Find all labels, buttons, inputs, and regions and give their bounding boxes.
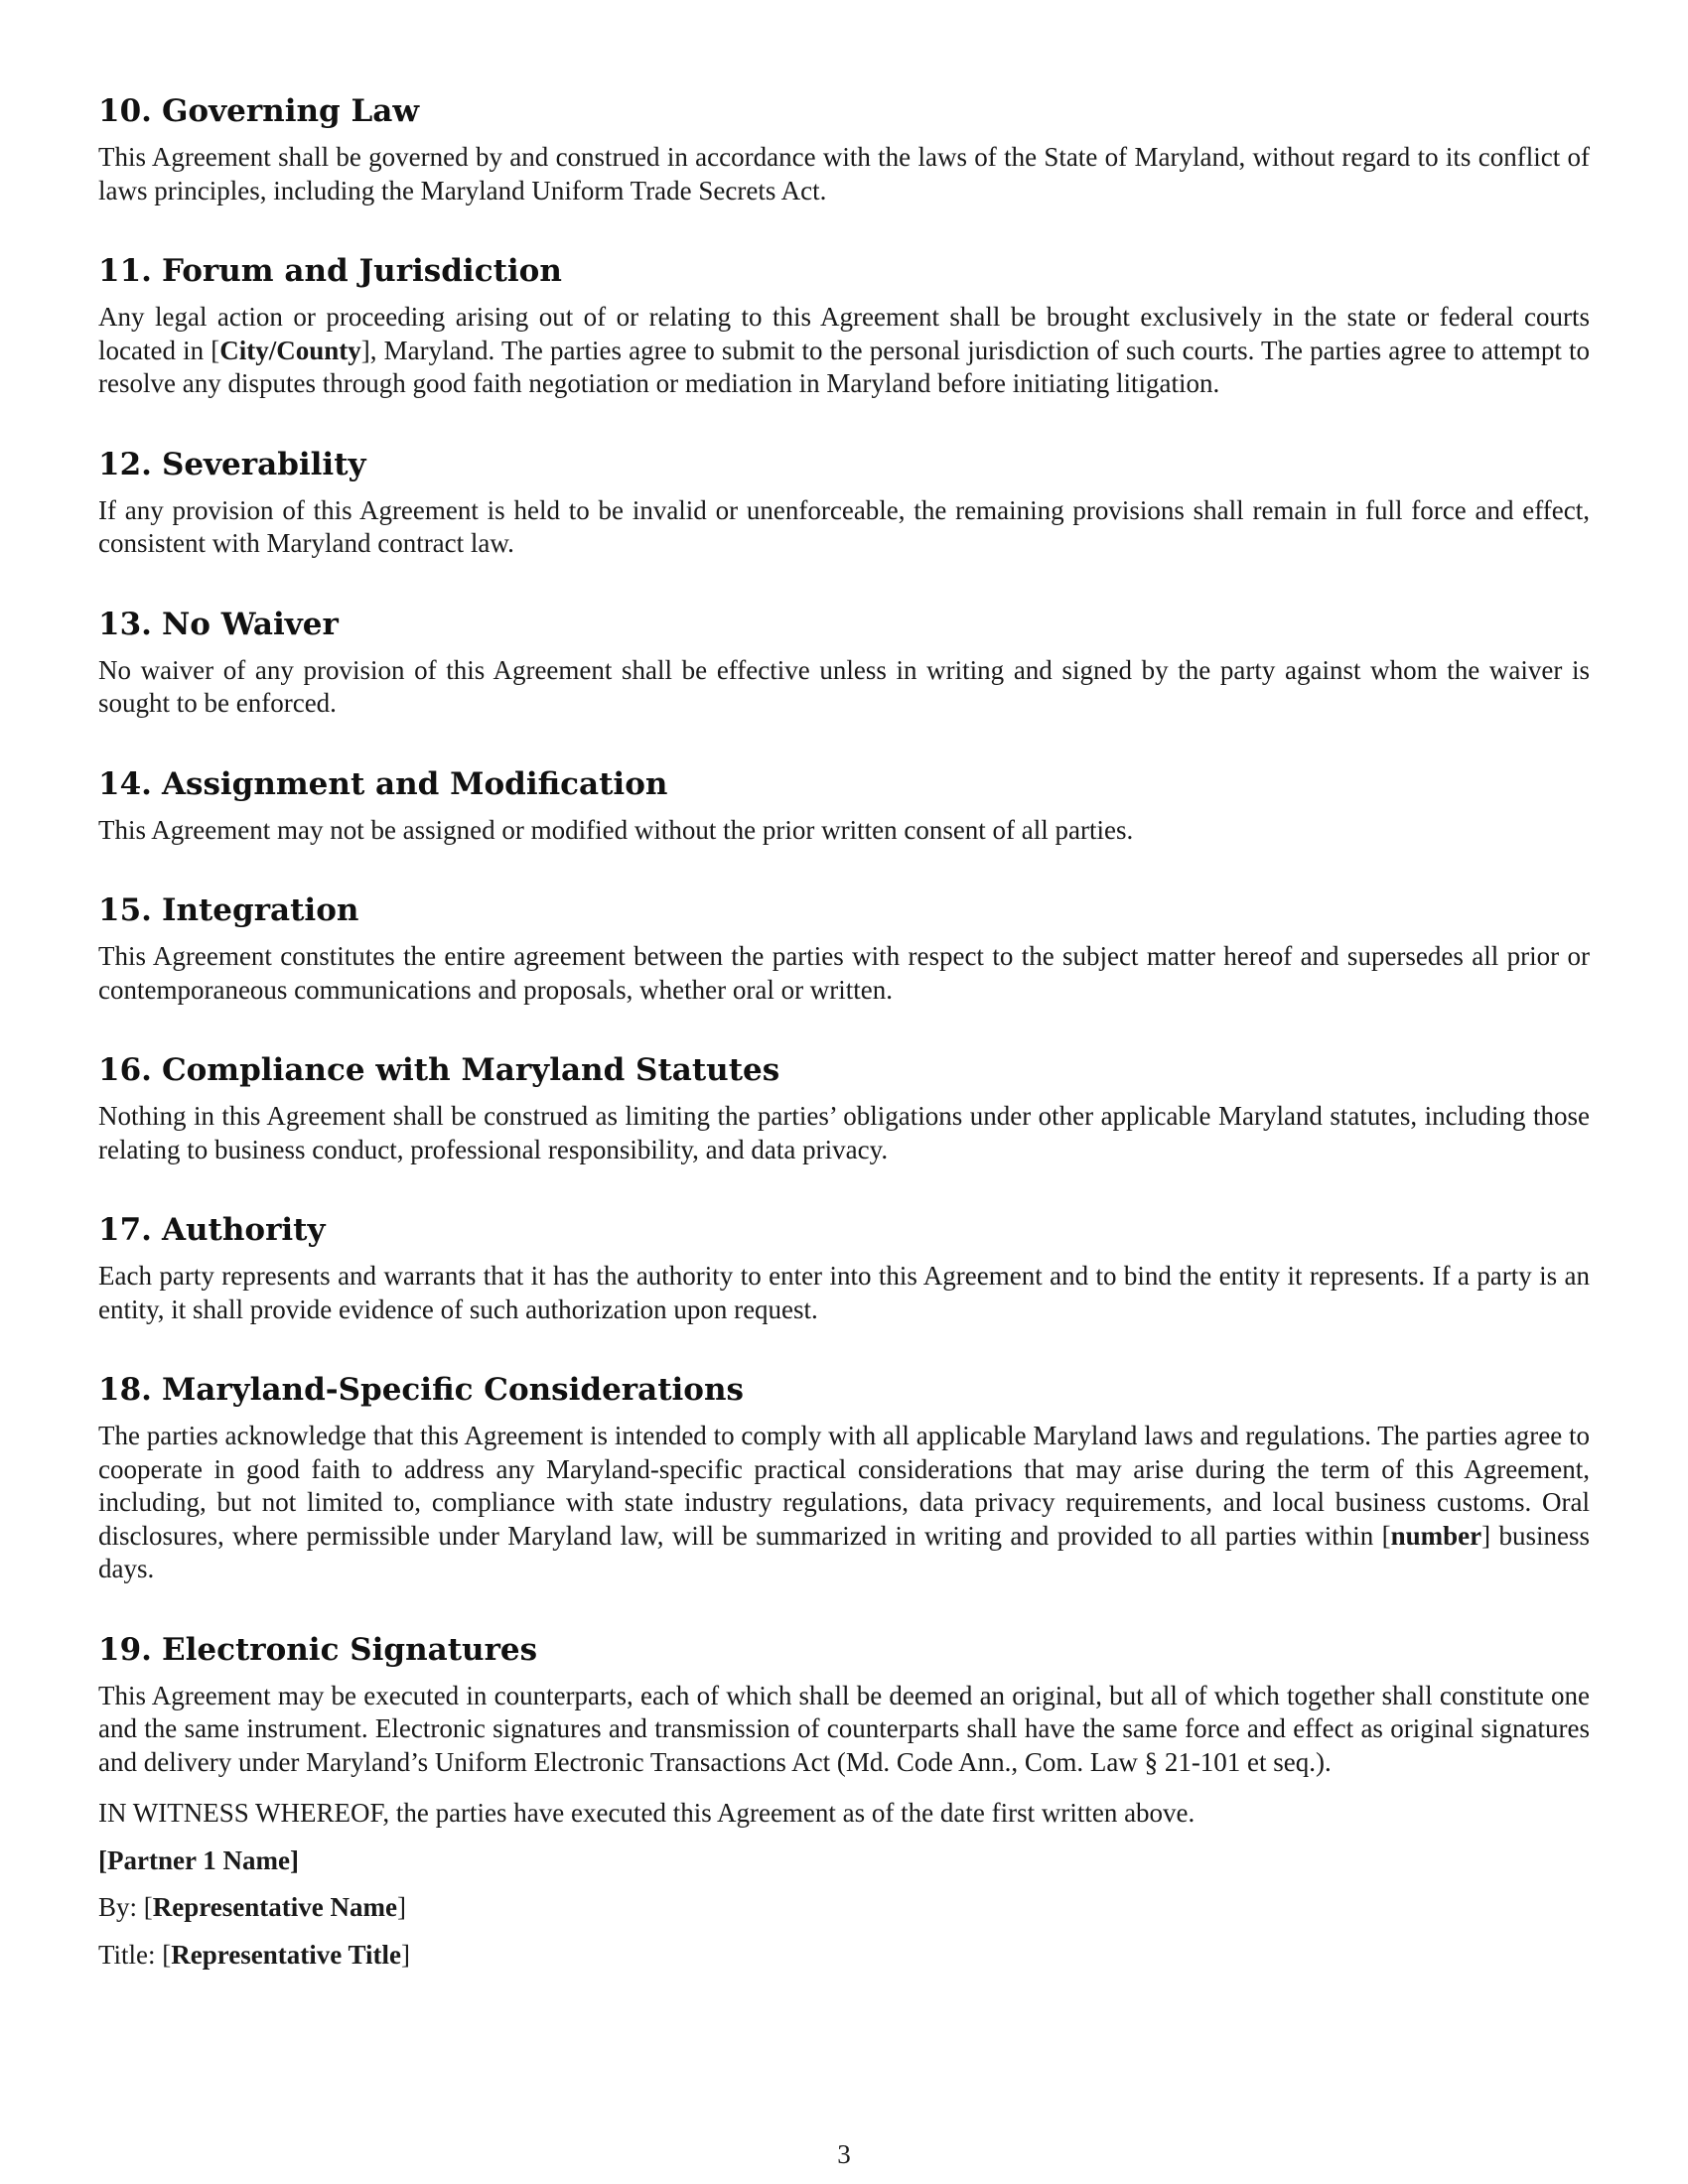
section-title: No Waiver [161,606,339,642]
section-assignment-modification [98,764,1590,848]
section-number: 12. [98,446,152,482]
section-title: Electronic Signatures [161,1631,538,1668]
section-title: Severability [161,446,366,482]
section-title: Assignment and Modification [161,765,668,802]
section-body: This Agreement constitutes the entire agreement between the parties with respect to the subject matter hereof and supersedes all prior or contemporaneous communications and proposals, whether oral or written. [98,941,1590,1005]
bracket-open: [ [143,1892,153,1922]
partner-name-placeholder: Partner 1 Name [107,1844,290,1875]
by-label: By: [98,1892,144,1922]
section-title: Compliance with Maryland Statutes [161,1052,780,1088]
section-heading [98,605,1590,644]
section-heading [98,890,1590,930]
bracket-close: ] [396,1892,406,1922]
representative-name-placeholder: Representative Name [152,1892,397,1922]
section-severability [98,445,1590,561]
section-number: 13. [98,606,152,642]
section-compliance-statutes [98,1050,1590,1166]
placeholder-number: number [1390,1520,1482,1551]
section-heading [98,1210,1590,1250]
bracket-open: [ [162,1939,172,1970]
section-number: 18. [98,1372,152,1408]
title-line [98,1939,1590,1973]
page-number: 3 [837,2139,851,2169]
section-heading [98,1050,1590,1090]
partner-name-line [98,1844,1590,1878]
body-text: ] business days. [98,1520,1590,1583]
section-body: Each party represents and warrants that it has the authority to enter into this Agreement and to bind the entity it represents. If a party is an entity, it shall provide evidence of such authorization upon request. [98,1261,1590,1324]
document-page [98,91,1590,1972]
section-title: Integration [161,892,359,928]
representative-title-placeholder: Representative Title [171,1939,402,1970]
section-number: 16. [98,1052,152,1088]
section-maryland-considerations [98,1370,1590,1586]
witness-statement: IN WITNESS WHEREOF, the parties have executed this Agreement as of the date first written above. [98,1798,1196,1828]
bracket-open: [ [98,1844,107,1875]
placeholder-city-county: City/County [219,335,361,365]
bracket-close: ] [289,1844,299,1875]
section-integration [98,890,1590,1007]
section-body [98,301,1590,401]
section-governing-law [98,91,1590,207]
by-line [98,1891,1590,1925]
section-number: 15. [98,892,152,928]
section-title: Governing Law [161,93,420,129]
section-body: No waiver of any provision of this Agreement shall be effective unless in writing and signed by the party against whom the waiver is sought to be enforced. [98,654,1590,718]
section-heading [98,1630,1590,1670]
section-body: If any provision of this Agreement is held to be invalid or unenforceable, the remaining provisions shall remain in full force and effect, consistent with Maryland contract law. [98,494,1590,558]
section-body: This Agreement shall be governed by and construed in accordance with the laws of the State of Maryland, without regard to its conflict of laws principles, including the Maryland Uniform Trade Secrets Act. [98,142,1590,205]
section-no-waiver [98,605,1590,721]
title-label: Title: [98,1939,163,1970]
signature-block [98,1797,1590,1972]
section-title: Maryland-Specific Considerations [161,1372,744,1408]
bracket-close: ] [401,1939,411,1970]
section-title: Authority [161,1212,326,1248]
section-number: 17. [98,1212,152,1248]
section-title: Forum and Jurisdiction [161,253,562,289]
body-text: ], Maryland. The parties agree to submit to the personal jurisdiction of such courts. The parties agree to attempt to resolve any disputes through good faith negotiation or mediation in Maryland before initiating litigation. [98,335,1590,398]
section-number: 11. [98,253,152,289]
section-body: Nothing in this Agreement shall be construed as limiting the parties’ obligations under other applicable Maryland statutes, including those relating to business conduct, professional responsibility, and data privacy. [98,1101,1590,1164]
section-body [98,1420,1590,1586]
section-forum-jurisdiction [98,251,1590,401]
body-text: The parties acknowledge that this Agreement is intended to comply with all applicable Maryland laws and regulations. The parties agree to cooperate in good faith to address any Maryland-specific practical considerations that may arise during the term of this Agreement, including, but not limited to, compliance with state industry regulations, data privacy requirements, and local business customs. Oral disclosures, where permissible under Maryland law, will be summarized in writing and provided to all parties within [ [98,1421,1590,1551]
section-heading [98,764,1590,804]
section-authority [98,1210,1590,1326]
section-heading [98,251,1590,291]
section-number: 19. [98,1631,152,1668]
section-body: This Agreement may not be assigned or modified without the prior written consent of all parties. [98,814,1134,845]
body-text: Any legal action or proceeding arising out of or relating to this Agreement shall be brought exclusively in the state or federal courts located in [ [98,302,1590,365]
section-heading [98,445,1590,484]
section-number: 14. [98,765,152,802]
section-heading [98,1370,1590,1410]
section-electronic-signatures [98,1630,1590,1780]
section-body: This Agreement may be executed in counterparts, each of which shall be deemed an original, but all of which together shall constitute one and the same instrument. Electronic signatures and transmission of counterparts shall have the same force and effect as original signatures and delivery under Maryland’s Uniform Electronic Transactions Act (Md. Code Ann., Com. Law § 21-101 et seq.). [98,1680,1590,1777]
section-heading [98,91,1590,131]
section-number: 10. [98,93,152,129]
